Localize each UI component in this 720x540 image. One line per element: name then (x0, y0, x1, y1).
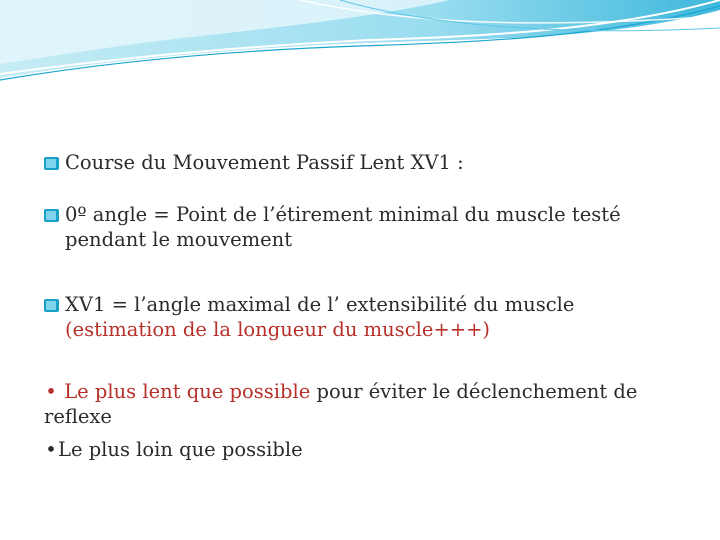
checkbox-bullet-icon (44, 157, 60, 171)
bullet-item-xv1 (44, 292, 694, 342)
bullet-dot-icon: • (45, 438, 57, 461)
bullet-text-line1: 0º angle = Point de l’étirement minimal du muscle testé (65, 203, 621, 226)
bullet-item-course (44, 150, 694, 175)
bullet-text: Course du Mouvement Passif Lent XV1 : (65, 151, 464, 174)
sub-item-rest-text: pour éviter le déclenchement de reflexe (44, 380, 638, 428)
checkbox-bullet-icon (44, 209, 60, 223)
bullet-text-line1: XV1 = l’angle maximal de l’ extensibilité du muscle (65, 293, 575, 316)
checkbox-bullet-icon (44, 299, 60, 313)
slide-body (44, 150, 694, 462)
bullet-text-line2: pendant le mouvement (65, 228, 293, 251)
bullet-text-line2-red: (estimation de la longueur du muscle+++) (65, 318, 491, 341)
header-wave-banner (0, 0, 720, 90)
sub-item-far (44, 437, 694, 462)
bullet-item-angle-zero (44, 202, 694, 252)
sub-item-slow (44, 379, 694, 429)
bullet-dot-icon: • (45, 380, 57, 403)
sub-item-text: Le plus loin que possible (58, 438, 303, 461)
sub-item-red-text: Le plus lent que possible (64, 380, 311, 403)
